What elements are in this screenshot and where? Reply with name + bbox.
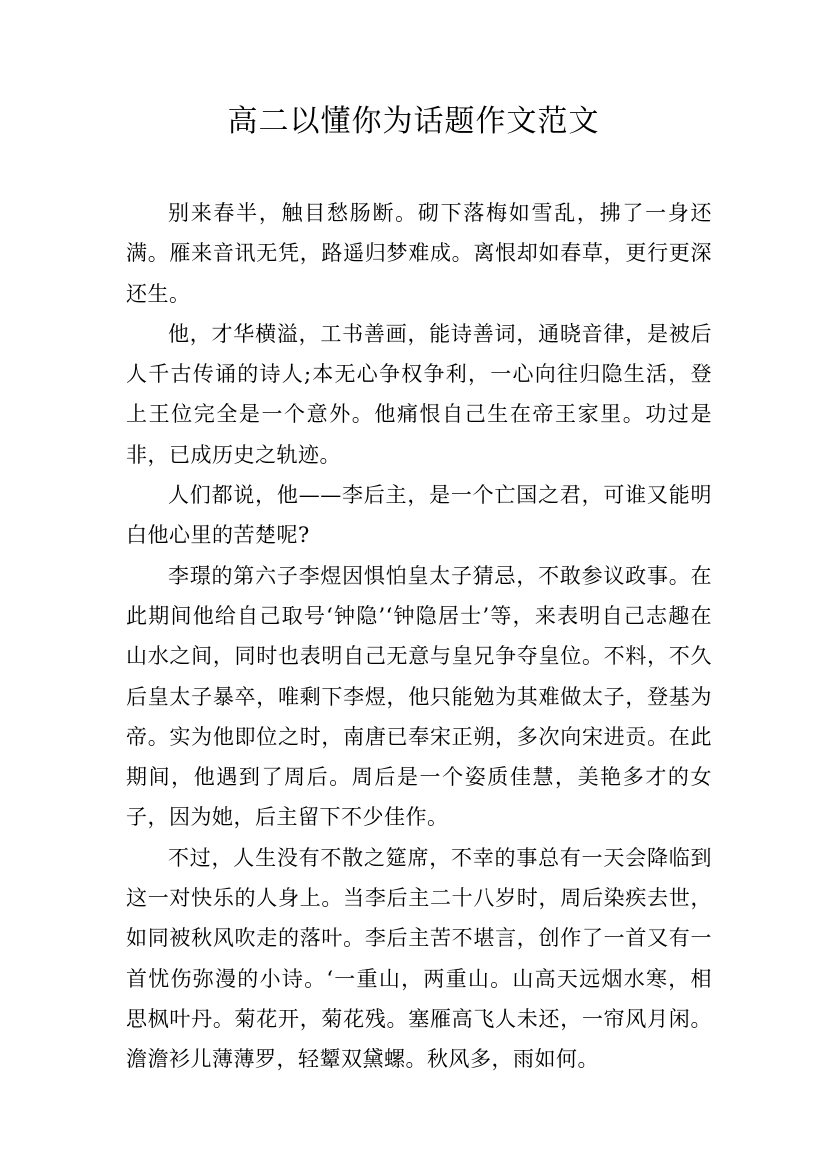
paragraph: 不过，人生没有不散之筵席，不幸的事总有一天会降临到这一对快乐的人身上。当李后主二十八岁时，周后染疾去世，如同被秋风吹走的落叶。李后主苦不堪言，创作了一首又有一首忧伤弥漫的小诗。‘一重山，两重山。山高天远烟水寒，相思枫叶丹。菊花开，菊花残。塞雁高飞人未还，一帘风月闲。澹澹衫儿薄薄罗，轻颦双黛螺。秋风多，雨如何。 [126, 845, 712, 1072]
paragraph: 他，才华横溢，工书善画，能诗善词，通晓音律，是被后人千古传诵的诗人;本无心争权争利，一心向往归隐生活，登上王位完全是一个意外。他痛恨自己生在帝王家里。功过是非，已成历史之轨迹。 [126, 321, 712, 467]
paragraph: 别来春半，触目愁肠断。砌下落梅如雪乱，拂了一身还满。雁来音讯无凭，路遥归梦难成。离恨却如春草，更行更深还生。 [126, 201, 712, 306]
document-title: 高二以懂你为话题作文范文 [227, 104, 600, 139]
document-body [126, 193, 712, 1080]
paragraph: 李璟的第六子李煜因惧怕皇太子猜忌，不敢参议政事。在此期间他给自己取号‘钟隐’‘钟隐居士’等，来表明自己志趣在山水之间，同时也表明自己无意与皇兄争夺皇位。不料，不久后皇太子暴卒，唯剩下李煜，他只能勉为其难做太子，登基为帝。实为他即位之时，南唐已奉宋正朔，多次向宋进贡。在此期间，他遇到了周后。周后是一个姿质佳慧，美艳多才的女子，因为她，后主留下不少佳作。 [126, 563, 712, 830]
paragraph: 人们都说，他——李后主，是一个亡国之君，可谁又能明白他心里的苦楚呢? [126, 483, 712, 548]
